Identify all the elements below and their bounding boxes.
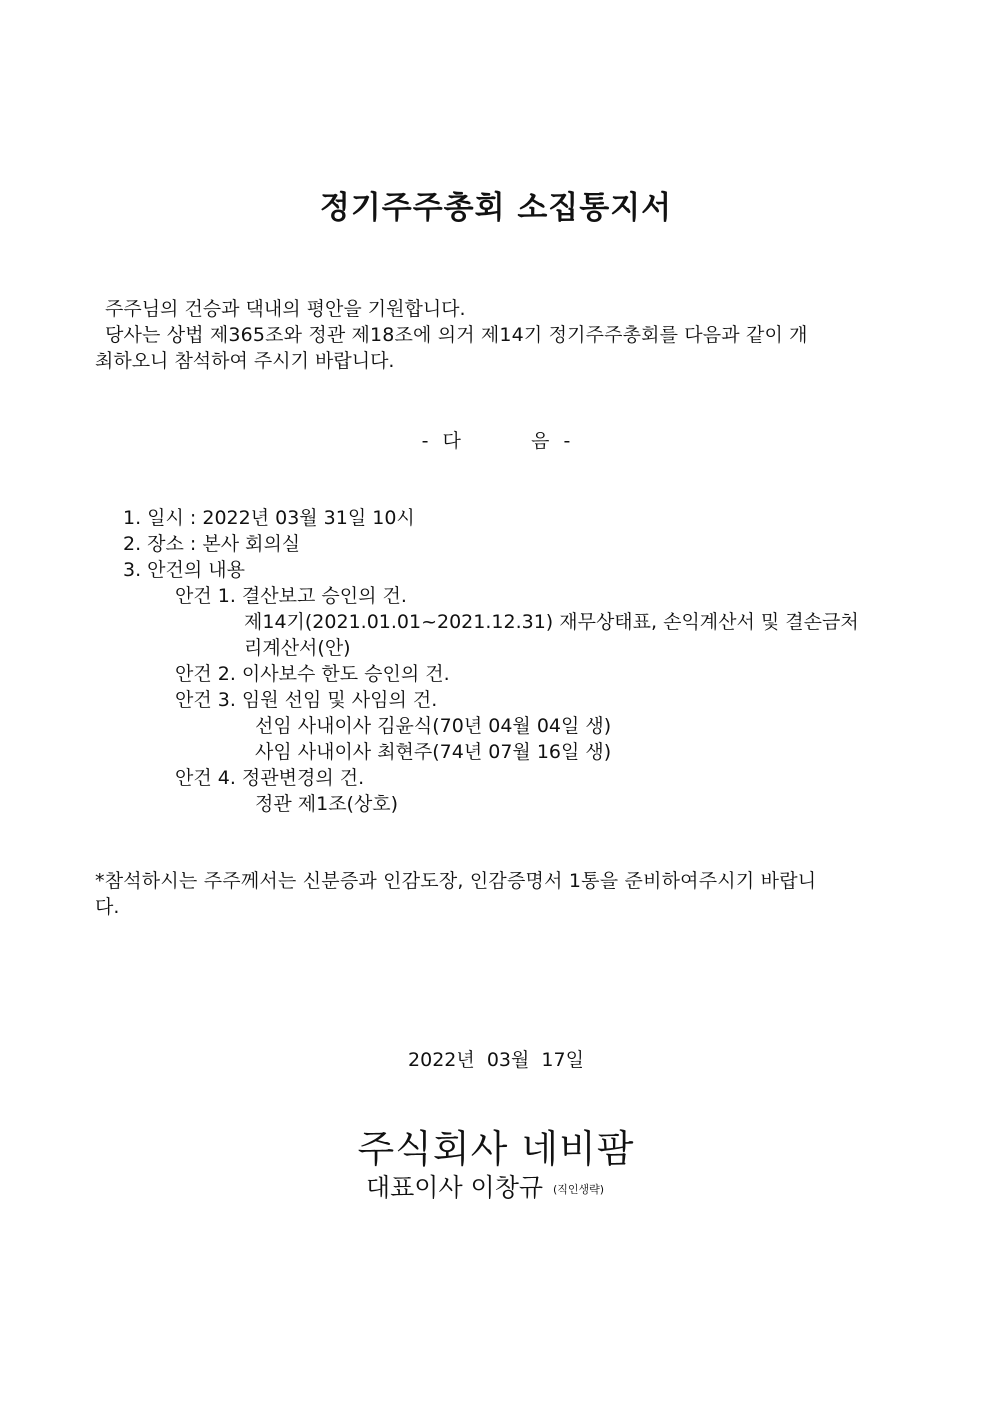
attendance-note-line-1: *참석하시는 주주께서는 신분증과 인감도장, 인감증명서 1통을 준비하여주시기 바랍니 xyxy=(95,870,817,892)
agenda-list xyxy=(123,505,859,817)
notice-date-text: 2022년 03월 17일 xyxy=(408,1049,584,1071)
seal-omitted-note: (직인생략) xyxy=(553,1183,605,1196)
agenda-item-3-detail-2: 사임 사내이사 최현주(74년 07월 16일 생) xyxy=(255,741,612,763)
agenda-item-1-detail-line-2: 리계산서(안) xyxy=(244,637,351,659)
agenda-item-2: 안건 2. 이사보수 한도 승인의 건. xyxy=(175,663,450,685)
agenda-item-1: 안건 1. 결산보고 승인의 건. xyxy=(175,585,407,607)
agenda-item-3-detail-1: 선임 사내이사 김윤식(70년 04월 04일 생) xyxy=(255,715,612,737)
list-item-location: 2. 장소 : 본사 회의실 xyxy=(123,533,301,555)
divider-heading-text: - 다 음 - xyxy=(421,430,571,452)
list-item-datetime: 1. 일시 : 2022년 03월 31일 10시 xyxy=(123,507,415,529)
document-title: 정기주주총회 소집통지서 xyxy=(319,190,673,226)
list-item-agenda-heading: 3. 안건의 내용 xyxy=(123,559,245,581)
intro-line-3: 최하오니 참석하여 주시기 바랍니다. xyxy=(95,350,395,372)
representative-line xyxy=(366,1168,604,1204)
agenda-item-4: 안건 4. 정관변경의 건. xyxy=(175,767,365,789)
intro-line-2: 당사는 상법 제365조와 정관 제18조에 의거 제14기 정기주주총회를 다음과 같이 개 xyxy=(105,324,808,346)
agenda-item-1-detail-line-1: 제14기(2021.01.01~2021.12.31) 재무상태표, 손익계산서 및 결손금처 xyxy=(244,611,859,633)
attendance-note xyxy=(95,868,899,920)
intro-line-1: 주주님의 건승과 댁내의 평안을 기원합니다. xyxy=(105,298,466,320)
attendance-note-line-2: 다. xyxy=(95,896,120,918)
notice-date xyxy=(0,1045,992,1072)
divider-heading xyxy=(0,426,992,453)
company-name: 주식회사 네비팜 xyxy=(357,1127,635,1171)
intro-paragraph xyxy=(95,296,899,374)
representative-name: 대표이사 이창규 xyxy=(366,1173,543,1202)
agenda-item-4-detail: 정관 제1조(상호) xyxy=(255,793,399,815)
agenda-item-3: 안건 3. 임원 선임 및 사임의 건. xyxy=(175,689,438,711)
